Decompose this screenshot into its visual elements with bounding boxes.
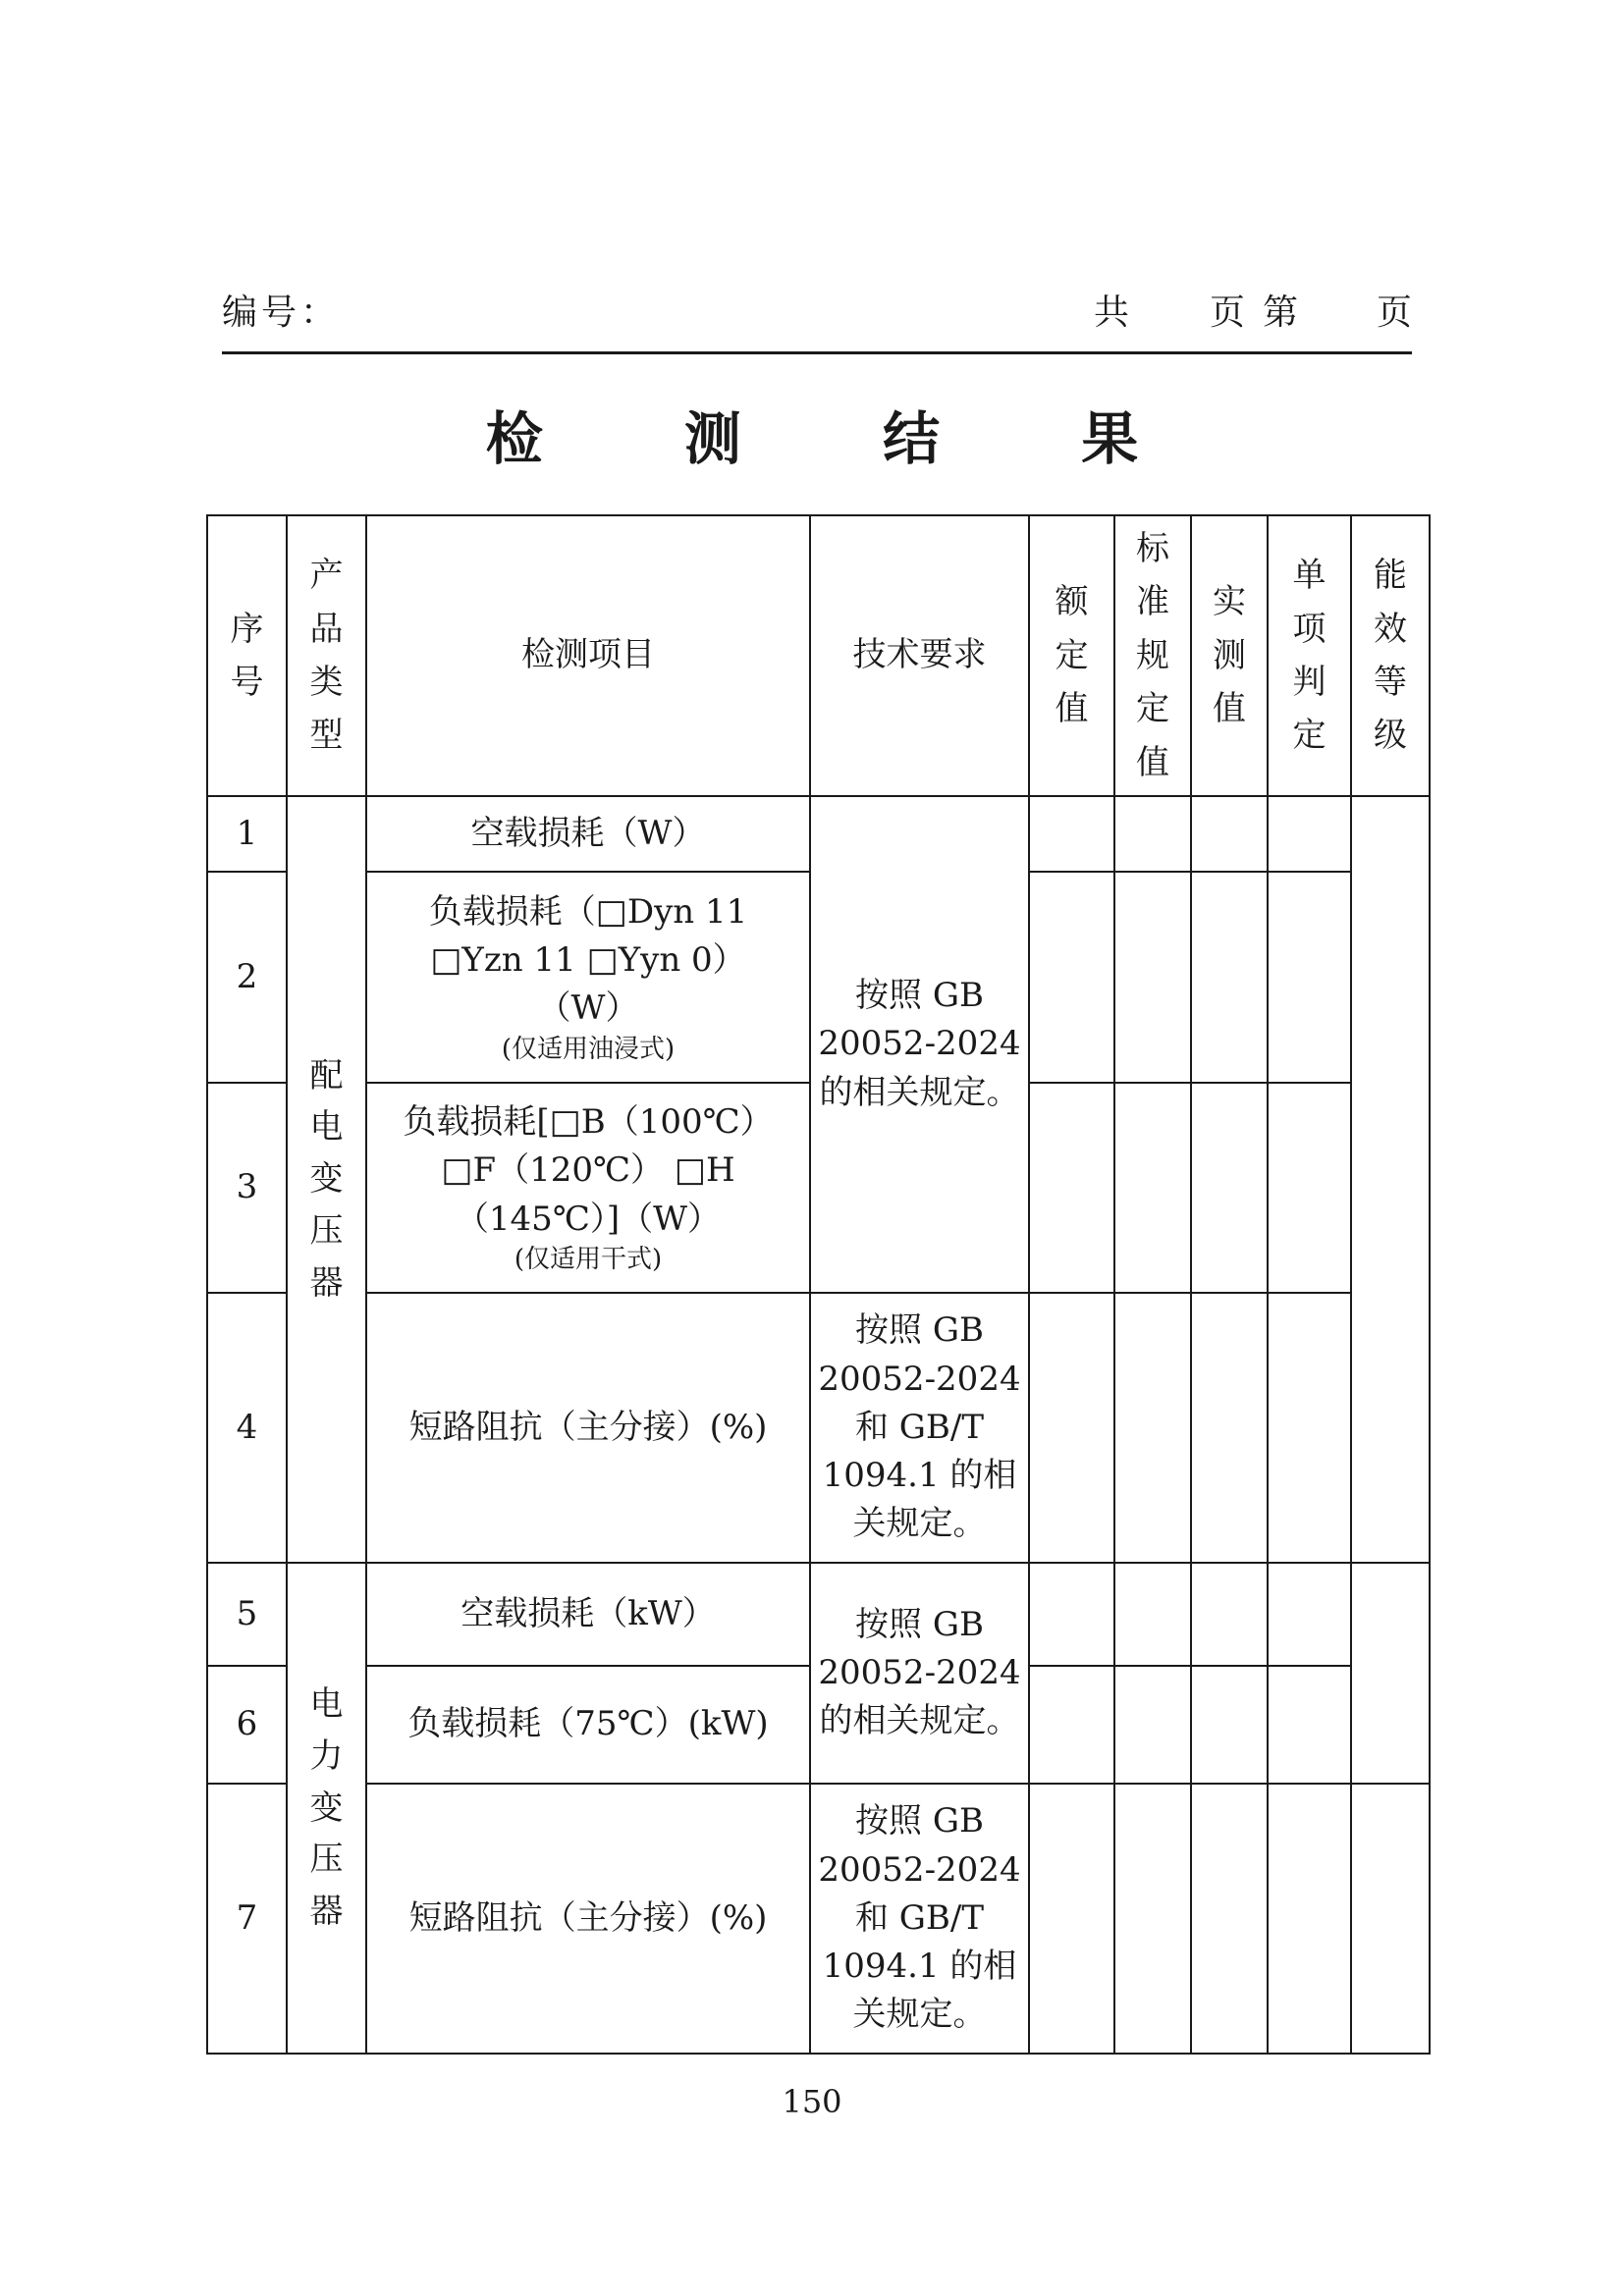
measured-value-cell[interactable]: [1191, 1666, 1268, 1784]
total-pages-prefix: 共: [1093, 293, 1129, 333]
requirement-cell: 按照 GB 20052-2024 的相关规定。: [810, 1563, 1029, 1784]
item-cell: 负载损耗[□B（100℃） □F（120℃） □H （145℃）]（W） (仅适用干式): [366, 1083, 810, 1293]
item-cell: 空载损耗（kW）: [366, 1563, 810, 1666]
row-seq: 2: [207, 872, 287, 1083]
header-item: 检测项目: [366, 515, 810, 796]
item-cell: 短路阻抗（主分接）(%): [366, 1784, 810, 2054]
row-seq: 6: [207, 1666, 287, 1784]
standard-value-cell[interactable]: [1114, 872, 1191, 1083]
applicability-note: (仅适用干式): [514, 1245, 663, 1275]
judgement-cell[interactable]: [1268, 1083, 1351, 1293]
table-header-row: [207, 515, 1430, 796]
judgement-cell[interactable]: [1268, 1666, 1351, 1784]
page-title: 检 测 结 果: [485, 405, 1200, 472]
page-count: [1094, 285, 1412, 335]
header-requirement: 技术要求: [810, 515, 1029, 796]
standard-value-cell[interactable]: [1114, 1293, 1191, 1563]
table-row: [207, 1293, 1430, 1563]
header-standard-value: 标准规定值: [1114, 515, 1191, 796]
row-seq: 1: [207, 796, 287, 872]
standard-value-cell[interactable]: [1114, 1666, 1191, 1784]
table-row: [207, 796, 1430, 872]
item-cell: 负载损耗（75℃）(kW): [366, 1666, 810, 1784]
row-seq: 7: [207, 1784, 287, 2054]
results-table: [206, 514, 1431, 2055]
rated-value-cell[interactable]: [1029, 1563, 1114, 1666]
measured-value-cell[interactable]: [1191, 1563, 1268, 1666]
row-seq: 5: [207, 1563, 287, 1666]
measured-value-cell[interactable]: [1191, 1293, 1268, 1563]
judgement-cell[interactable]: [1268, 872, 1351, 1083]
product-type-cell: 配电变压器: [287, 796, 366, 1563]
item-cell: 空载损耗（W）: [366, 796, 810, 872]
current-page-suffix: 页: [1376, 293, 1412, 333]
rated-value-cell[interactable]: [1029, 1083, 1114, 1293]
standard-value-cell[interactable]: [1114, 1784, 1191, 2054]
judgement-cell[interactable]: [1268, 1563, 1351, 1666]
measured-value-cell[interactable]: [1191, 1784, 1268, 2054]
current-page-prefix: 第: [1262, 293, 1298, 333]
header-efficiency-grade: 能效等级: [1351, 515, 1430, 796]
item-cell: 负载损耗（□Dyn 11 □Yzn 11 □Yyn 0） （W） (仅适用油浸式): [366, 872, 810, 1083]
total-pages-suffix: 页: [1209, 293, 1245, 333]
standard-value-cell[interactable]: [1114, 1563, 1191, 1666]
page-number: 150: [782, 2083, 842, 2120]
table-row: [207, 1784, 1430, 2054]
applicability-note: (仅适用油浸式): [501, 1034, 676, 1064]
efficiency-grade-cell[interactable]: [1351, 1563, 1430, 1784]
requirement-cell: 按照 GB 20052-2024 的相关规定。: [810, 796, 1029, 1293]
standard-value-cell[interactable]: [1114, 1083, 1191, 1293]
rated-value-cell[interactable]: [1029, 796, 1114, 872]
header-rated-value: 额定值: [1029, 515, 1114, 796]
measured-value-cell[interactable]: [1191, 1083, 1268, 1293]
judgement-cell[interactable]: [1268, 1784, 1351, 2054]
measured-value-cell[interactable]: [1191, 796, 1268, 872]
judgement-cell[interactable]: [1268, 796, 1351, 872]
table-row: [207, 1563, 1430, 1666]
rated-value-cell[interactable]: [1029, 872, 1114, 1083]
rated-value-cell[interactable]: [1029, 1293, 1114, 1563]
header-product-type: 产品类型: [287, 515, 366, 796]
efficiency-grade-cell[interactable]: [1351, 796, 1430, 1563]
row-seq: 3: [207, 1083, 287, 1293]
product-type-cell: 电力变压器: [287, 1563, 366, 2054]
item-cell: 短路阻抗（主分接）(%): [366, 1293, 810, 1563]
measured-value-cell[interactable]: [1191, 872, 1268, 1083]
efficiency-grade-cell[interactable]: [1351, 1784, 1430, 2054]
requirement-cell: 按照 GB 20052-2024 和 GB/T 1094.1 的相关规定。: [810, 1784, 1029, 2054]
page-header: [222, 285, 1412, 353]
judgement-cell[interactable]: [1268, 1293, 1351, 1563]
standard-value-cell[interactable]: [1114, 796, 1191, 872]
header-seq: 序号: [207, 515, 287, 796]
header-measured-value: 实测值: [1191, 515, 1268, 796]
requirement-cell: 按照 GB 20052-2024 和 GB/T 1094.1 的相关规定。: [810, 1293, 1029, 1563]
rated-value-cell[interactable]: [1029, 1666, 1114, 1784]
header-judgement: 单项判定: [1268, 515, 1351, 796]
row-seq: 4: [207, 1293, 287, 1563]
document-number-label: 编号：: [222, 293, 341, 333]
header-divider: [222, 351, 1412, 354]
rated-value-cell[interactable]: [1029, 1784, 1114, 2054]
